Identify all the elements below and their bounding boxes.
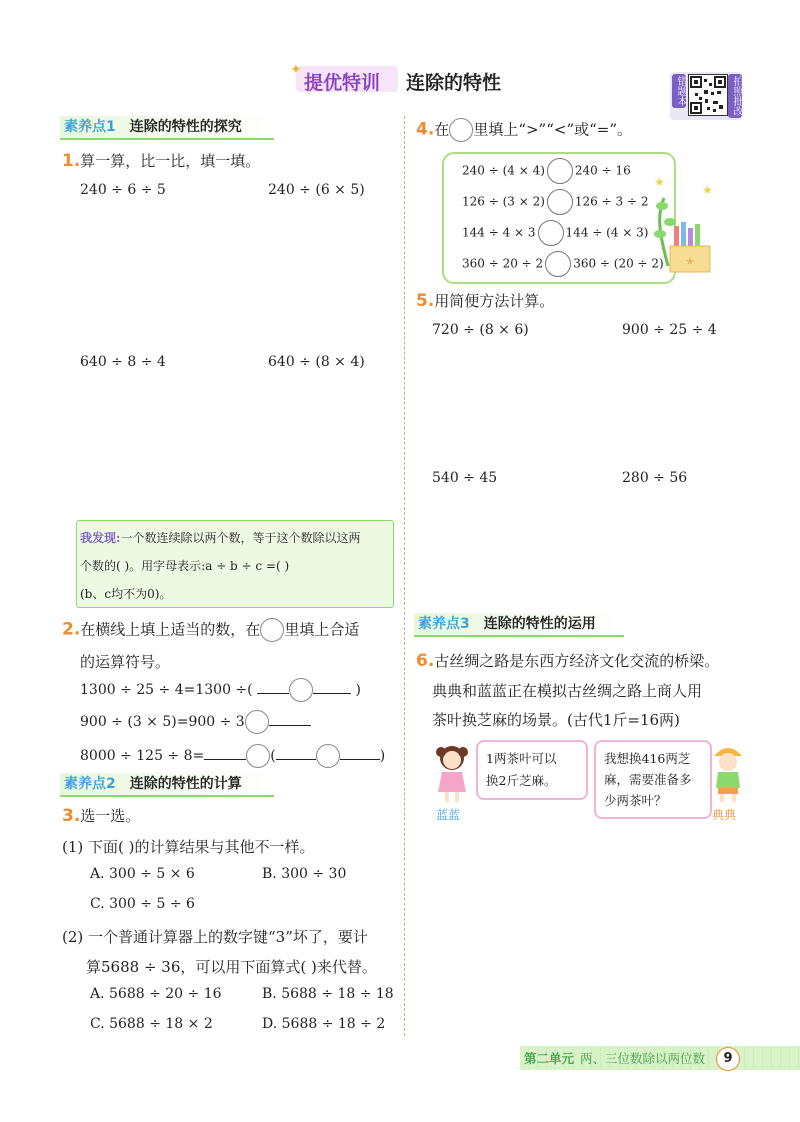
question-4-text-a: 在 <box>434 120 450 139</box>
compare-row-1-right: 240 ÷ 16 <box>574 163 631 178</box>
header-title-left: 提优特训 <box>304 72 381 94</box>
question-6 <box>416 650 719 671</box>
section-2-header <box>60 773 274 797</box>
question-5 <box>416 290 554 311</box>
mistake-book-label: 错题本 <box>672 74 686 108</box>
question-6-line-3: 茶叶换芝麻的场景。(古代1斤=16两) <box>432 711 680 729</box>
discovery-line-2[interactable]: 个数的( )。用字母表示:a ÷ b ÷ c =( ) <box>80 559 290 573</box>
bubble-right-line-1: 我想换416两芝 <box>604 751 691 766</box>
question-4-number: 4. <box>416 119 435 140</box>
bubble-left-line-2: 换2斤芝麻。 <box>486 773 557 788</box>
q3-sub-2-option-b[interactable]: B. 5688 ÷ 18 ÷ 18 <box>262 986 394 1002</box>
q5-expr-1: 720 ÷ (8 × 6) <box>432 322 529 338</box>
q3-sub-1-option-b[interactable]: B. 300 ÷ 30 <box>262 866 347 882</box>
section-2-title: 连除的特性的计算 <box>129 776 242 792</box>
question-5-number: 5. <box>416 291 435 311</box>
q3-sub-2-option-d[interactable]: D. 5688 ÷ 18 ÷ 2 <box>262 1016 386 1032</box>
section-3-tag: 素养点3 <box>418 616 470 632</box>
question-3 <box>62 805 140 826</box>
question-3-text: 选一选。 <box>80 807 141 825</box>
section-1-title: 连除的特性的探究 <box>129 119 242 135</box>
svg-text:★: ★ <box>685 255 695 268</box>
q2-row-3-circle-1[interactable] <box>246 744 270 768</box>
page-number: 9 <box>716 1047 740 1071</box>
section-3-header <box>414 613 624 637</box>
compare-row-3-circle[interactable] <box>538 220 564 246</box>
svg-text:★: ★ <box>654 176 665 189</box>
q1-expr-3: 640 ÷ 8 ÷ 4 <box>80 354 166 370</box>
q2-row-3-blank-1[interactable] <box>204 759 246 760</box>
compare-row-3 <box>462 220 648 246</box>
question-2-text-b: 里填上合适 <box>284 620 360 639</box>
q2-row-1-circle[interactable] <box>289 678 313 702</box>
q5-expr-4: 280 ÷ 56 <box>622 470 688 486</box>
boy-diandian-icon <box>708 742 748 808</box>
q3-sub-1-option-c[interactable]: C. 300 ÷ 5 ÷ 6 <box>90 896 195 912</box>
compare-row-3-right: 144 ÷ (4 × 3) <box>565 225 649 240</box>
question-1 <box>62 150 260 171</box>
footer-unit: 第二单元 <box>524 1051 575 1066</box>
compare-row-1-left: 240 ÷ (4 × 4) <box>462 163 545 178</box>
question-6-line-1: 古丝绸之路是东西方经济文化交流的桥梁。 <box>434 652 720 670</box>
question-2 <box>62 618 359 642</box>
footer-topic: 两、三位数除以两位数 <box>580 1051 706 1066</box>
question-4 <box>416 118 632 142</box>
discovery-text-1: 一个数连续除以两个数，等于这个数除以这两 <box>120 531 361 545</box>
section-1-header <box>60 116 274 140</box>
q2-row-3-circle-2[interactable] <box>316 744 340 768</box>
boy-name: 典典 <box>712 808 737 822</box>
compare-row-1-circle[interactable] <box>547 158 573 184</box>
q1-expr-4: 640 ÷ (8 × 4) <box>268 354 365 370</box>
q2-row-1-blank-2[interactable] <box>313 693 351 694</box>
question-6-number: 6. <box>416 651 435 671</box>
question-5-text: 用简便方法计算。 <box>434 292 555 310</box>
question-2-text-c: 的运算符号。 <box>80 653 171 671</box>
bubble-left-line-1: 1两茶叶可以 <box>486 751 557 766</box>
q2-row-3 <box>80 744 385 768</box>
discovery-line-1 <box>80 529 360 546</box>
header-title-right: 连除的特性 <box>406 72 502 94</box>
q3-sub-1-option-a[interactable]: A. 300 ÷ 5 × 6 <box>90 866 195 882</box>
question-2-number: 2. <box>62 619 81 640</box>
bubble-right-line-2: 麻，需要准备多 <box>604 772 692 787</box>
q3-sub-2-option-c[interactable]: C. 5688 ÷ 18 × 2 <box>90 1016 213 1032</box>
compare-row-2 <box>462 189 648 215</box>
question-2-text-a: 在横线上填上适当的数，在 <box>80 620 261 639</box>
q2-row-1-prefix: 1300 ÷ 25 ÷ 4=1300 ÷( <box>80 682 253 698</box>
q2-row-2-circle[interactable] <box>245 710 269 734</box>
compare-row-4-left: 360 ÷ 20 ÷ 2 <box>462 256 544 271</box>
q2-row-1-blank-1[interactable] <box>257 693 289 694</box>
q3-sub-2-option-a[interactable]: A. 5688 ÷ 20 ÷ 16 <box>90 986 222 1002</box>
q2-row-3-blank-3[interactable] <box>340 759 380 760</box>
compare-circle-sample <box>449 118 473 142</box>
q5-expr-3: 540 ÷ 45 <box>432 470 498 486</box>
question-1-text: 算一算，比一比，填一填。 <box>80 152 261 170</box>
question-4-text-b: 里填上“>”“<”或“=”。 <box>473 120 633 139</box>
pencil-box-icon <box>650 176 720 280</box>
question-3-number: 3. <box>62 806 81 826</box>
operator-circle-sample <box>260 618 284 642</box>
q3-sub-2-line-2[interactable]: 算5688 ÷ 36，可以用下面算式( )来代替。 <box>86 958 377 976</box>
compare-row-4 <box>462 251 664 277</box>
q5-expr-2: 900 ÷ 25 ÷ 4 <box>622 322 717 338</box>
q2-row-3-close: ) <box>379 748 386 764</box>
qr-code-icon[interactable] <box>688 74 728 116</box>
bubble-left <box>476 740 588 800</box>
q3-sub-1[interactable]: (1) 下面( )的计算结果与其他不一样。 <box>62 838 315 856</box>
q2-row-3-blank-2[interactable] <box>276 759 316 760</box>
compare-row-2-right: 126 ÷ 3 ÷ 2 <box>574 194 649 209</box>
compare-row-4-right: 360 ÷ (20 ÷ 2) <box>573 256 664 271</box>
section-3-title: 连除的特性的运用 <box>483 616 596 632</box>
svg-text:★: ★ <box>702 183 713 197</box>
section-1-tag: 素养点1 <box>64 119 116 135</box>
question-1-number: 1. <box>62 151 81 171</box>
q2-row-3-open: ( <box>270 748 276 764</box>
photo-grading-label: 拍照批改 <box>728 74 742 118</box>
discovery-line-3: (b、c均不为0)。 <box>80 587 172 601</box>
q1-expr-2: 240 ÷ (6 × 5) <box>268 182 365 198</box>
section-2-tag: 素养点2 <box>64 776 116 792</box>
compare-row-3-left: 144 ÷ 4 × 3 <box>462 225 536 240</box>
q2-row-3-prefix: 8000 ÷ 125 ÷ 8= <box>80 748 205 764</box>
q2-row-1-suffix: ) <box>355 682 361 698</box>
sparkle-icon: ✦ <box>290 62 302 78</box>
bubble-right <box>594 740 712 819</box>
girl-name: 蓝蓝 <box>436 808 461 822</box>
q3-sub-2-line-1: (2) 一个普通计算器上的数字键“3”坏了，要计 <box>62 928 368 946</box>
compare-row-1 <box>462 158 631 184</box>
compare-row-4-circle[interactable] <box>545 251 571 277</box>
bubble-right-line-3: 少两茶叶？ <box>604 793 667 808</box>
compare-row-2-circle[interactable] <box>547 189 573 215</box>
question-6-line-2: 典典和蓝蓝正在模拟古丝绸之路上商人用 <box>432 682 703 700</box>
discovery-label: 我发现: <box>80 531 121 545</box>
column-divider <box>404 116 405 1036</box>
q2-row-1 <box>80 678 361 702</box>
q2-row-2-blank[interactable] <box>269 725 311 726</box>
q1-expr-1: 240 ÷ 6 ÷ 5 <box>80 182 166 198</box>
footer-text <box>524 1049 705 1067</box>
compare-row-2-left: 126 ÷ (3 × 2) <box>462 194 545 209</box>
q2-row-2 <box>80 710 311 734</box>
q2-row-2-prefix: 900 ÷ (3 × 5)=900 ÷ 3 <box>80 714 245 730</box>
girl-lanlan-icon <box>432 742 472 808</box>
